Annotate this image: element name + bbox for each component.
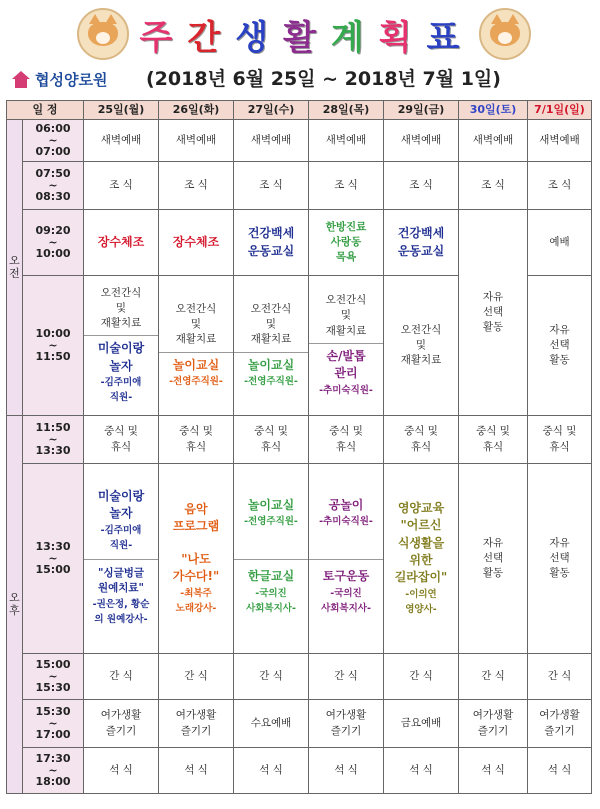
day-header: 26일(화) bbox=[159, 101, 234, 120]
day-header: 7/1일(일) bbox=[528, 101, 592, 120]
time-slot: 06:00 ~ 07:00 bbox=[23, 120, 84, 162]
schedule-cell: 석 식 bbox=[459, 748, 528, 794]
schedule-cell: 장수체조 bbox=[159, 210, 234, 276]
table-row bbox=[7, 748, 592, 794]
schedule-cell: 여가생활 즐기기 bbox=[459, 700, 528, 748]
schedule-cell: 오전간식 및 재활치료 손/발톱 관리 -추미숙직원- bbox=[309, 276, 384, 416]
table-row bbox=[7, 700, 592, 748]
schedule-cell: 오전간식 및 재활치료 미술이랑 놀자 -김주미애 직원- bbox=[84, 276, 159, 416]
schedule-cell: 건강백세 운동교실 bbox=[234, 210, 309, 276]
schedule-cell: 석 식 bbox=[528, 748, 592, 794]
dog-mascot-icon bbox=[77, 8, 129, 60]
time-slot: 15:30 ~ 17:00 bbox=[23, 700, 84, 748]
schedule-cell: 자유 선택 활동 bbox=[459, 464, 528, 654]
day-header: 27일(수) bbox=[234, 101, 309, 120]
schedule-cell: 공놀이 -추미숙직원- 토구운동 -국의진 사회복지사- bbox=[309, 464, 384, 654]
schedule-cell: 조 식 bbox=[309, 162, 384, 210]
time-slot: 13:30 ~ 15:00 bbox=[23, 464, 84, 654]
schedule-cell: 새벽예배 bbox=[309, 120, 384, 162]
schedule-cell: 석 식 bbox=[309, 748, 384, 794]
schedule-cell: 영양교육 "어르신 식생활을 위한 길라잡이" -이의연 영양사- bbox=[384, 464, 459, 654]
schedule-cell: 미술이랑 놀자 -김주미애 직원- "싱글벙글 원예치료" -권은정, 황순 의 원예강사- bbox=[84, 464, 159, 654]
time-slot: 10:00 ~ 11:50 bbox=[23, 276, 84, 416]
schedule-cell: 간 식 bbox=[234, 654, 309, 700]
title-char: 생 bbox=[235, 18, 270, 58]
schedule-cell: 중식 및 휴식 bbox=[384, 416, 459, 464]
schedule-cell: 중식 및 휴식 bbox=[309, 416, 384, 464]
schedule-cell: 예배 bbox=[528, 210, 592, 276]
schedule-cell: 중식 및 휴식 bbox=[234, 416, 309, 464]
schedule-cell: 새벽예배 bbox=[384, 120, 459, 162]
schedule-cell: 석 식 bbox=[84, 748, 159, 794]
schedule-cell: 금요예배 bbox=[384, 700, 459, 748]
schedule-cell: 석 식 bbox=[384, 748, 459, 794]
header-row bbox=[7, 101, 592, 120]
house-icon bbox=[12, 71, 30, 88]
title-char: 주 bbox=[139, 18, 174, 58]
schedule-cell: 오전간식 및 재활치료 놀이교실 -전영주직원- bbox=[159, 276, 234, 416]
day-header: 30일(토) bbox=[459, 101, 528, 120]
schedule-cell: 조 식 bbox=[234, 162, 309, 210]
schedule-cell: 간 식 bbox=[528, 654, 592, 700]
schedule-cell: 오전간식 및 재활치료 놀이교실 -전영주직원- bbox=[234, 276, 309, 416]
schedule-cell: 오전간식 및 재활치료 bbox=[384, 276, 459, 416]
table-row bbox=[7, 654, 592, 700]
dog-mascot-icon bbox=[479, 8, 531, 60]
schedule-cell: 음악 프로그램 "나도 가수다!" -최복주 노래강사- bbox=[159, 464, 234, 654]
schedule-cell: 새벽예배 bbox=[459, 120, 528, 162]
table-row bbox=[7, 416, 592, 464]
time-slot: 09:20 ~ 10:00 bbox=[23, 210, 84, 276]
schedule-cell: 조 식 bbox=[528, 162, 592, 210]
organization bbox=[12, 66, 107, 92]
schedule-cell: 자유 선택 활동 bbox=[528, 464, 592, 654]
page-title bbox=[130, 10, 470, 60]
schedule-cell: 중식 및 휴식 bbox=[84, 416, 159, 464]
am-label: 오전 bbox=[7, 120, 23, 416]
schedule-cell: 중식 및 휴식 bbox=[459, 416, 528, 464]
organization-name: 협성양로원 bbox=[35, 70, 108, 89]
schedule-cell: 조 식 bbox=[159, 162, 234, 210]
schedule-cell: 간 식 bbox=[384, 654, 459, 700]
weekly-schedule-table bbox=[6, 100, 592, 794]
schedule-cell: 간 식 bbox=[309, 654, 384, 700]
schedule-cell: 새벽예배 bbox=[84, 120, 159, 162]
schedule-cell: 건강백세 운동교실 bbox=[384, 210, 459, 276]
title-char: 간 bbox=[187, 18, 222, 58]
schedule-cell: 여가생활 즐기기 bbox=[84, 700, 159, 748]
schedule-cell: 여가생활 즐기기 bbox=[309, 700, 384, 748]
schedule-cell: 자유 선택 활동 bbox=[459, 210, 528, 416]
title-char: 획 bbox=[378, 18, 413, 58]
schedule-cell: 조 식 bbox=[84, 162, 159, 210]
schedule-cell: 새벽예배 bbox=[234, 120, 309, 162]
time-slot: 17:30 ~ 18:00 bbox=[23, 748, 84, 794]
day-header: 28일(목) bbox=[309, 101, 384, 120]
time-slot: 15:00 ~ 15:30 bbox=[23, 654, 84, 700]
schedule-cell: 간 식 bbox=[459, 654, 528, 700]
schedule-cell: 자유 선택 활동 bbox=[528, 276, 592, 416]
schedule-cell: 장수체조 bbox=[84, 210, 159, 276]
title-char: 활 bbox=[283, 18, 317, 58]
schedule-cell: 중식 및 휴식 bbox=[528, 416, 592, 464]
pm-label: 오후 bbox=[7, 416, 23, 794]
time-slot: 07:50 ~ 08:30 bbox=[23, 162, 84, 210]
schedule-cell: 여가생활 즐기기 bbox=[159, 700, 234, 748]
schedule-cell: 중식 및 휴식 bbox=[159, 416, 234, 464]
schedule-cell: 간 식 bbox=[159, 654, 234, 700]
table-row bbox=[7, 162, 592, 210]
time-slot: 11:50 ~ 13:30 bbox=[23, 416, 84, 464]
schedule-cell: 석 식 bbox=[234, 748, 309, 794]
schedule-cell: 조 식 bbox=[384, 162, 459, 210]
schedule-cell: 석 식 bbox=[159, 748, 234, 794]
title-char: 표 bbox=[426, 18, 461, 58]
schedule-cell: 조 식 bbox=[459, 162, 528, 210]
day-header: 29일(금) bbox=[384, 101, 459, 120]
schedule-header: 일 정 bbox=[7, 101, 84, 120]
header bbox=[0, 0, 600, 98]
schedule-cell: 간 식 bbox=[84, 654, 159, 700]
title-char: 계 bbox=[330, 18, 365, 58]
schedule-cell: 한방진료 사랑동 목욕 bbox=[309, 210, 384, 276]
schedule-period: (2018년 6월 25일 ~ 2018년 7월 1일) bbox=[146, 68, 501, 90]
table-row bbox=[7, 210, 592, 276]
day-header: 25일(월) bbox=[84, 101, 159, 120]
schedule-cell: 놀이교실 -전영주직원- 한글교실 -국의진 사회복지사- bbox=[234, 464, 309, 654]
schedule-cell: 새벽예배 bbox=[528, 120, 592, 162]
schedule-cell: 수요예배 bbox=[234, 700, 309, 748]
schedule-cell: 여가생활 즐기기 bbox=[528, 700, 592, 748]
table-row bbox=[7, 464, 592, 654]
schedule-cell: 새벽예배 bbox=[159, 120, 234, 162]
table-row bbox=[7, 120, 592, 162]
